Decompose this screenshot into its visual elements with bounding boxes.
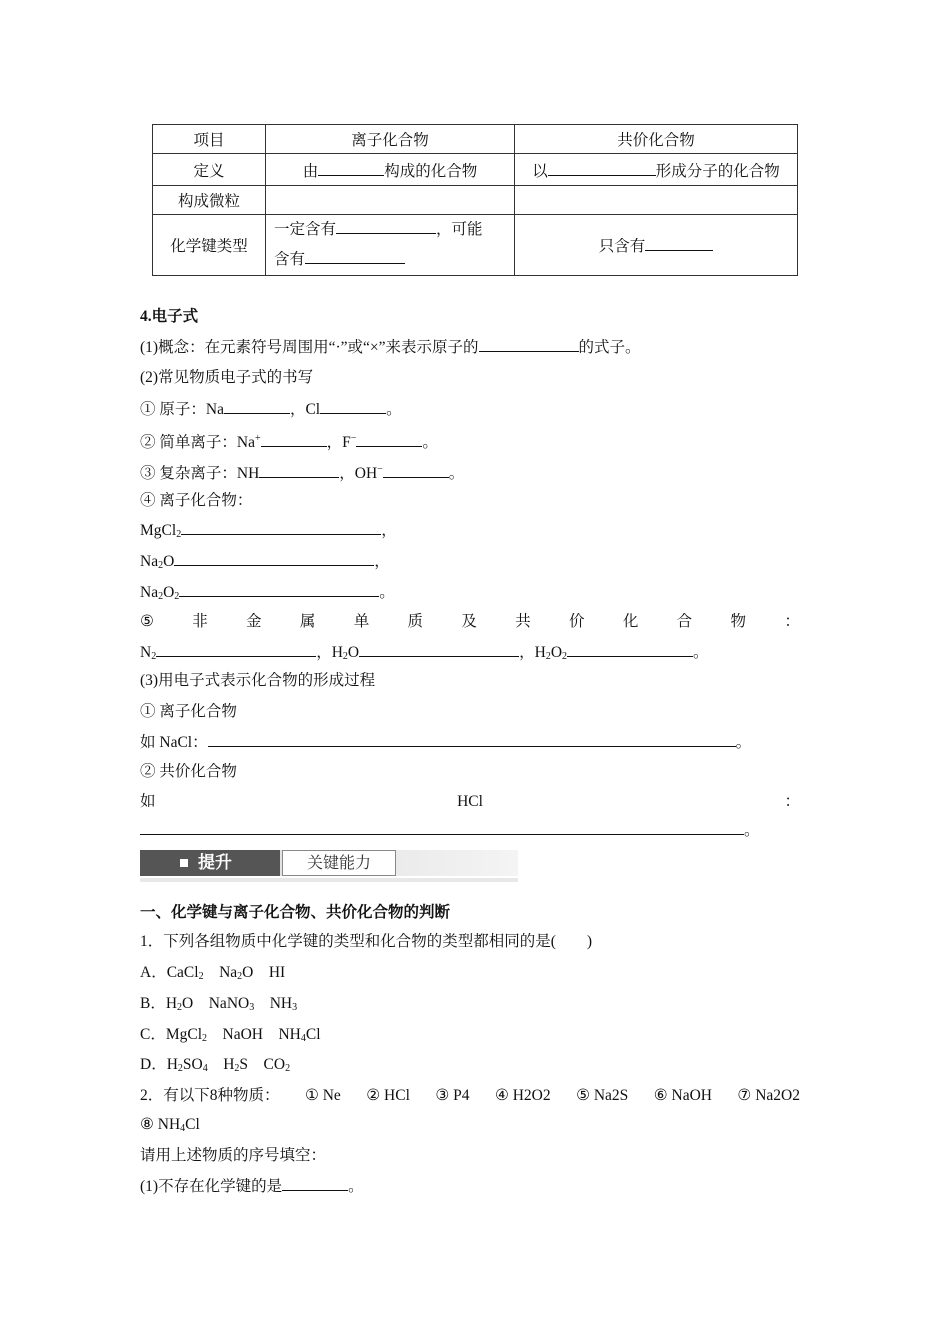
hcl-answer-line: 。: [140, 820, 760, 841]
q1-option-d[interactable]: D．$H_2SO_4$ $H_2S$ $CO_2$: [140, 1056, 291, 1074]
formation-covalent-subtitle: ② 共价化合物: [140, 763, 237, 780]
header-ionic: 离子化合物: [266, 125, 515, 154]
covalent-title-spread: ⑤ 非 金 属 单 质 及 共 价 化 合 物 ：: [140, 613, 800, 630]
q2-sub-1: (1)不存在化学键的是 。: [140, 1178, 364, 1195]
blank[interactable]: [174, 551, 374, 566]
blank[interactable]: [548, 161, 656, 176]
blank[interactable]: [282, 1176, 348, 1191]
row-particle-label: 构成微粒: [153, 186, 266, 215]
blank[interactable]: [140, 820, 744, 835]
blank[interactable]: [645, 236, 713, 251]
q2-instruction: 请用上述物质的序号填空：: [140, 1147, 327, 1164]
covalent-bond-type: 只含有: [515, 215, 798, 276]
header-covalent: 共价化合物: [515, 125, 798, 154]
hcl-spread-line: 如 HCl ：: [140, 793, 800, 810]
nacl-line: 如 NaCl： 。: [140, 734, 752, 751]
ionic-bond-type: 一定含有 ，可能 含有: [266, 215, 515, 276]
simple-ions-line: ② 简单离子：Na+ ，F− 。: [140, 433, 438, 451]
na2o2-line: $Na_2O_2$ 。: [140, 584, 395, 602]
blank[interactable]: [479, 337, 579, 352]
ionic-compounds-title: ④ 离子化合物：: [140, 492, 253, 509]
concept-line: (1)概念：在元素符号周围用“·”或“×”来表示原子的 的式子。: [140, 339, 641, 356]
covalent-particle-cell[interactable]: [515, 186, 798, 215]
comparison-table: [152, 124, 798, 276]
blank[interactable]: [318, 161, 384, 176]
blank[interactable]: [359, 642, 519, 657]
atoms-line: ① 原子：Na ，Cl 。: [140, 401, 402, 418]
covalent-formulas-line: $N_2$ ，$H_2O$ ，$H_2O_2$ 。: [140, 644, 709, 662]
na2o-line: $Na_2O$ ，: [140, 553, 390, 571]
ionic-definition: 由 构成的化合物: [266, 154, 515, 186]
complex-ions-line: ③ 复杂离子：NH ，OH− 。: [140, 464, 465, 482]
mgcl2-line: MgCl$_2$ ，: [140, 522, 397, 540]
section-banner: [140, 848, 518, 882]
blank[interactable]: [336, 219, 436, 234]
q1-option-c[interactable]: C．MgCl$_2$ NaOH $NH_4Cl$: [140, 1026, 321, 1044]
blank[interactable]: [179, 582, 379, 597]
blank[interactable]: [320, 399, 386, 414]
blank[interactable]: [261, 432, 327, 447]
question-2-line-2: ⑧ $NH_4Cl$: [140, 1116, 200, 1134]
formation-ionic-subtitle: ① 离子化合物: [140, 703, 237, 720]
blank[interactable]: [567, 642, 693, 657]
q1-option-a[interactable]: A．CaCl$_2$ $Na_2O$ HI: [140, 964, 286, 982]
blank[interactable]: [208, 732, 736, 747]
section-4-title: 4.电子式: [140, 308, 199, 325]
row-bond-label: 化学键类型: [153, 215, 266, 276]
square-bullet-icon: [180, 859, 188, 867]
common-substances-title: (2)常见物质电子式的书写: [140, 369, 314, 386]
row-definition-label: 定义: [153, 154, 266, 186]
part1-heading: 一、化学键与离子化合物、共价化合物的判断: [140, 904, 451, 921]
ionic-particle-cell[interactable]: [266, 186, 515, 215]
q1-option-b[interactable]: B．$H_2O$ NaNO$_3$ $NH_3$: [140, 995, 298, 1013]
header-item: 项目: [153, 125, 266, 154]
blank[interactable]: [305, 249, 405, 264]
blank[interactable]: [224, 399, 290, 414]
question-2-line: 2．有以下8种物质： ① Ne ② HCl ③ P4 ④ H2O2 ⑤ Na2S ⑥ NaOH ⑦ Na2O2: [140, 1087, 800, 1104]
blank[interactable]: [383, 463, 449, 478]
blank[interactable]: [156, 642, 316, 657]
formation-process-title: (3)用电子式表示化合物的形成过程: [140, 672, 376, 689]
blank[interactable]: [356, 432, 422, 447]
banner-right-label: 关键能力: [282, 850, 396, 876]
covalent-definition: 以 形成分子的化合物: [515, 154, 798, 186]
blank[interactable]: [181, 520, 381, 535]
blank[interactable]: [259, 463, 339, 478]
question-1: 1．下列各组物质中化学键的类型和化合物的类型都相同的是( ): [140, 933, 593, 950]
banner-left-label: 提升: [198, 853, 232, 873]
